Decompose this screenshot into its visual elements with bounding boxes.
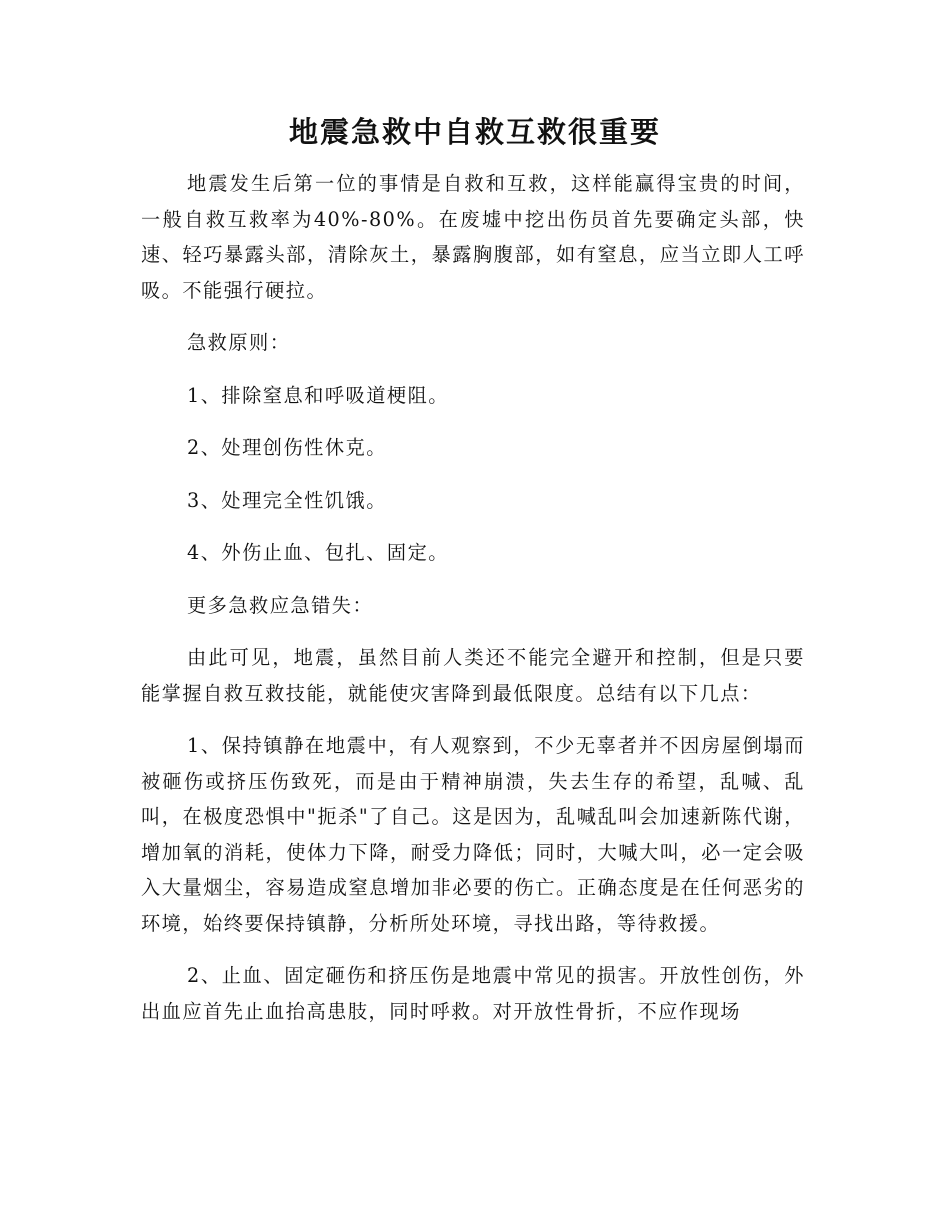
paragraph-principle-4: 4、外伤止血、包扎、固定。 [187,541,449,564]
paragraph-intro: 地震发生后第一位的事情是自救和互救，这样能赢得宝贵的时间，一般自救互救率为40%-80%。在废墟中挖出伤员首先要确定头部，快速、轻巧暴露头部，清除灰土，暴露胸腹部，如有窒息，应当立即人工呼吸。不能强行硬拉。 [141,172,805,302]
paragraph-principle-2: 2、处理创伤性休克。 [187,436,387,459]
paragraph-point-1: 1、保持镇静在地震中，有人观察到，不少无辜者并不因房屋倒塌而被砸伤或挤压伤致死，而是由于精神崩溃，失去生存的希望，乱喊、乱叫，在极度恐惧中"扼杀"了自己。这是因为，乱喊乱叫会加速新陈代谢，增加氧的消耗，使体力下降，耐受力降低；同时，大喊大叫，必一定会吸入大量烟尘，容易造成窒息增加非必要的伤亡。正确态度是在任何恶劣的环境，始终要保持镇静，分析所处环境，寻找出路，等待救援。 [141,734,805,935]
paragraph-principles-heading: 急救原则： [187,331,291,354]
document-title: 地震急救中自救互救很重要 [288,115,661,149]
paragraph-more-heading: 更多急救应急错失： [187,593,374,617]
paragraph-principle-1: 1、排除窒息和呼吸道梗阻。 [187,383,449,407]
document-body [141,166,805,1029]
paragraph-principle-3: 3、处理完全性饥饿。 [187,488,387,512]
paragraph-point-2: 2、止血、固定砸伤和挤压伤是地震中常见的损害。开放性创伤，外出血应首先止血抬高患肢，同时呼救。对开放性骨折，不应作现场 [141,964,805,1023]
paragraph-summary: 由此可见，地震，虽然目前人类还不能完全避开和控制，但是只要能掌握自救互救技能，就能使灾害降到最低限度。总结有以下几点： [141,646,805,705]
